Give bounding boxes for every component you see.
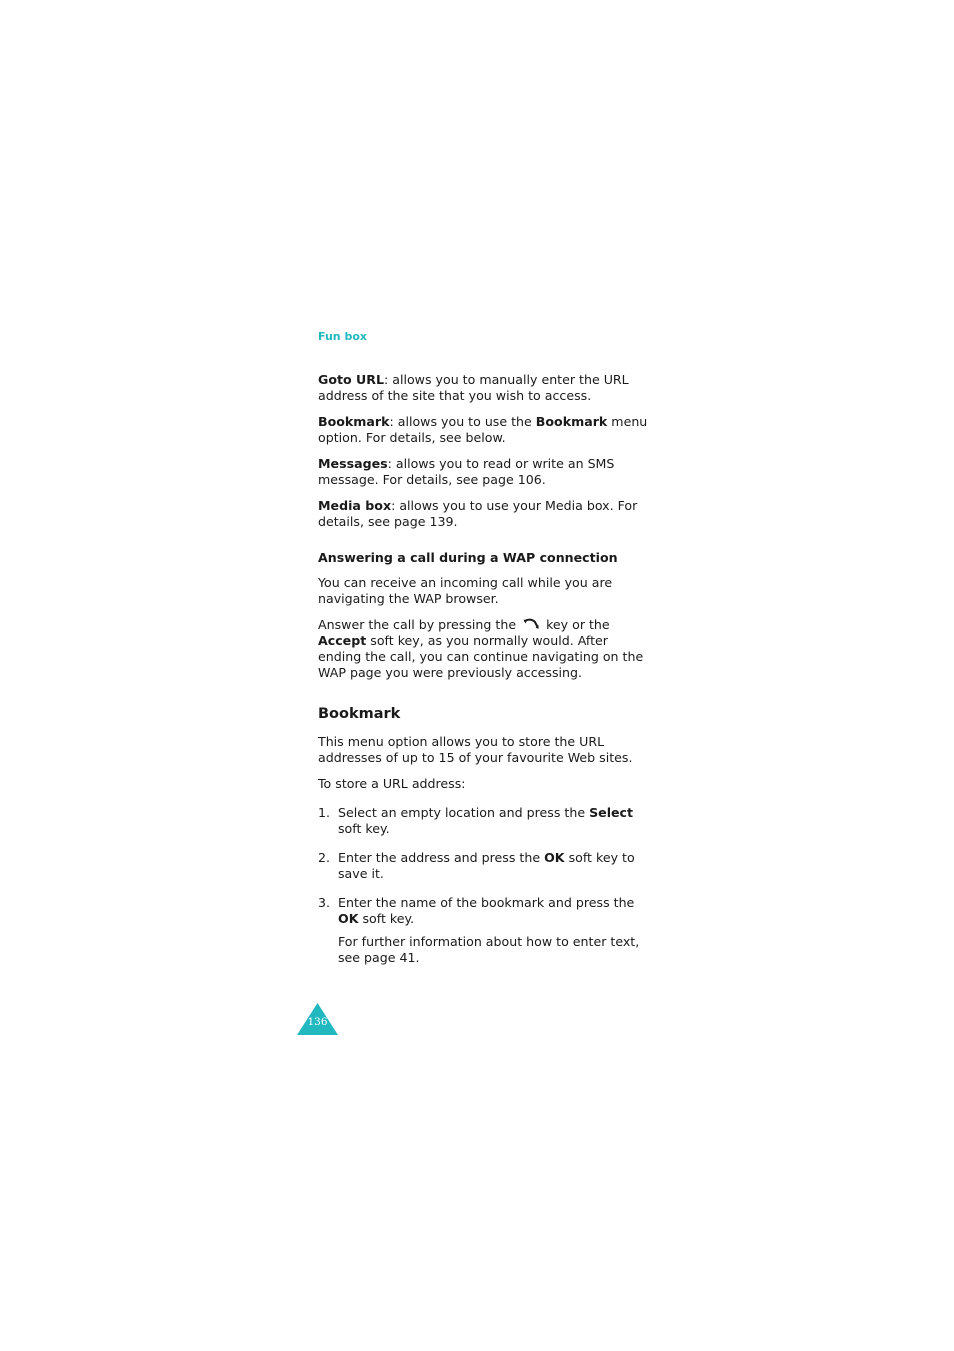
bookmark-lead: To store a URL address: [318,776,466,791]
list-item [318,850,648,882]
term-desc: : allows you to use the [389,414,536,429]
step-number: 2. [318,850,331,865]
term-label: Bookmark [318,414,390,429]
term-messages [318,456,648,488]
step-bold: OK [338,911,359,926]
term-desc-bold: Bookmark [535,414,608,429]
step-bold: Select [589,805,634,820]
term-label: Messages [318,456,388,471]
step-bold: OK [544,850,565,865]
content-column [318,372,648,966]
list-item [318,805,648,837]
step-number: 3. [318,895,331,910]
page-number: 136 [307,1016,328,1028]
step-text: soft key. [338,821,390,836]
term-label: Media box [318,498,392,513]
term-desc: : allows you to use your Media box. For details, see page 139. [318,498,638,529]
heading-bookmark: Bookmark [318,706,401,722]
step-text: Enter the name of the bookmark and press the [338,895,635,910]
para-text: Answer the call by pressing the [318,617,517,632]
steps-list [318,805,648,927]
term-label: Goto URL [318,372,384,387]
step-text: Select an empty location and press the [338,805,590,820]
term-goto-url [318,372,648,404]
step-text: Enter the address and press the [338,850,545,865]
para-text: key or the [546,617,610,632]
term-desc: : allows you to read or write an SMS message. For details, see page 106. [318,456,615,487]
section-header: Fun box [318,330,367,343]
phone-send-icon [519,617,543,631]
term-desc: menu option. For details, see below. [318,414,648,445]
subheading-answering: Answering a call during a WAP connection [318,550,618,565]
term-desc: : allows you to manually enter the URL address of the site that you wish to access. [318,372,629,403]
para-bold: Accept [318,633,367,648]
term-bookmark [318,414,648,446]
term-media-box [318,498,648,530]
step-text: soft key. [358,911,415,926]
answering-para-1: You can receive an incoming call while you are navigating the WAP browser. [318,575,613,606]
para-text: soft key, as you normally would. After ending the call, you can continue navigating on the WAP page you were previously accessing. [318,633,644,680]
step-text: soft key to save it. [338,850,635,881]
bookmark-intro: This menu option allows you to store the URL addresses of up to 15 of your favourite Web sites. [318,734,633,765]
step-note: For further information about how to enter text, see page 41. [338,934,640,965]
answering-para-2 [318,617,648,681]
step-number: 1. [318,805,331,820]
list-item [318,895,648,927]
